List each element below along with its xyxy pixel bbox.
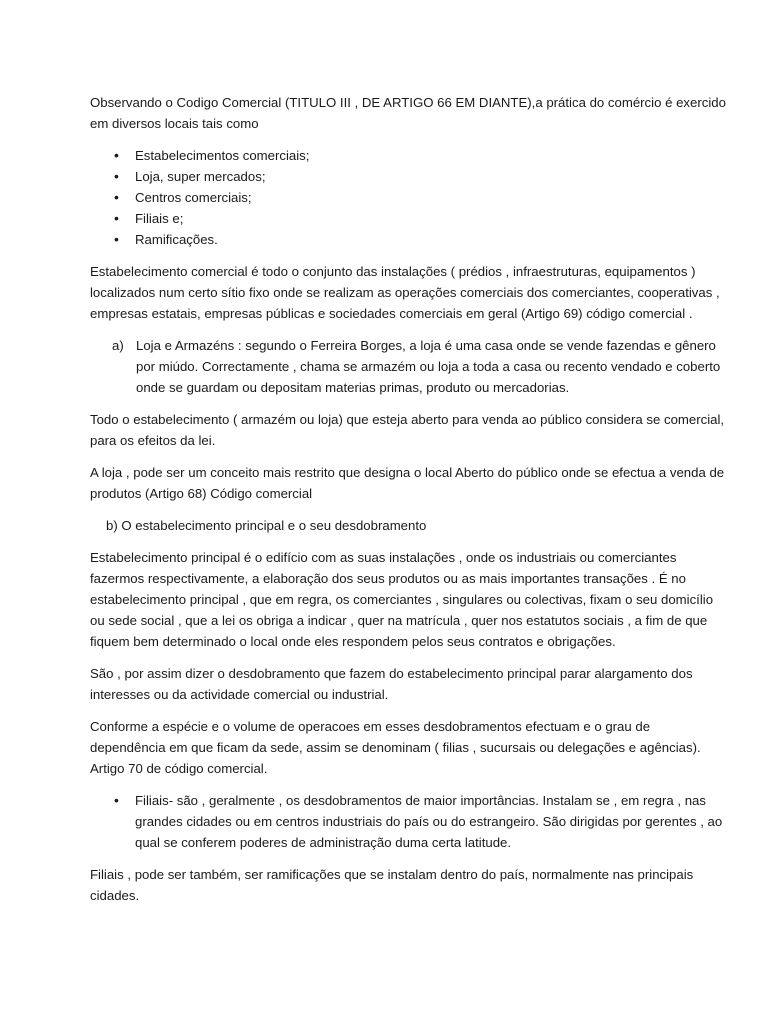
item-a	[90, 335, 728, 398]
item-a-marker: a)	[112, 338, 124, 353]
locais-list	[90, 145, 728, 250]
principal-paragraph: Estabelecimento principal é o edifício com as suas instalações , onde os industriais ou comerciantes fazermos respectivamente, a elaboração dos seus produtos ou as mais importantes transações . É no estabelecimento principal , que em regra, os comerciantes , singulares ou colectivas, fixam o seu domicílio ou sede social , que a lei os obriga a indicar , quer na matrícula , quer nos estatutos sociais , a fim de que fiquem bem determinado o local onde eles respondem pelos seus contratos e obrigações.	[90, 550, 714, 649]
final-paragraph: Filiais , pode ser também, ser ramificações que se instalam dentro do país, normalmente nas principais cidades.	[90, 867, 694, 903]
list-item: • Filiais e;	[90, 208, 728, 229]
list-item: • Filiais- são , geralmente , os desdobramentos de maior importâncias. Instalam se , em regra , nas grandes cidades ou em centros industriais do país ou do estrangeiro. São dirigidas por gerentes , ao qual se conferem poderes de administração duma certa latitude.	[90, 790, 728, 853]
intro-paragraph: Observando o Codigo Comercial (TITULO III , DE ARTIGO 66 EM DIANTE),a prática do comércio é exercido em diversos locais tais como	[90, 95, 726, 131]
list-item: • Ramificações.	[90, 229, 728, 250]
item-a-text: Loja e Armazéns : segundo o Ferreira Borges, a loja é uma casa onde se vende fazendas e gênero por miúdo. Correctamente , chama se armazém ou loja a toda a casa ou recento vendado e coberto onde se guardam ou depositam materias primas, produto ou mercadorias.	[136, 338, 721, 395]
list-item: • Loja, super mercados;	[90, 166, 728, 187]
loja-paragraph: A loja , pode ser um conceito mais restrito que designa o local Aberto do público onde se efectua a venda de produtos (Artigo 68) Código comercial	[90, 465, 725, 501]
definicao-paragraph: Estabelecimento comercial é todo o conjunto das instalações ( prédios , infraestruturas, equipamentos ) localizados num certo sítio fixo onde se realizam as operações comerciais dos comerciantes, cooperativas , empresas estatais, empresas públicas e sociedades comerciais em geral (Artigo 69) código comercial .	[90, 264, 720, 321]
sao-paragraph: São , por assim dizer o desdobramento que fazem do estabelecimento principal parar alargamento dos interesses ou da actividade comercial ou industrial.	[90, 666, 693, 702]
list-item: • Centros comerciais;	[90, 187, 728, 208]
conforme-paragraph: Conforme a espécie e o volume de operacoes em esses desdobramentos efectuam e o grau de dependência em que ficam da sede, assim se denominam ( filias , sucursais ou delegações e agências). Artigo 70 de código comercial.	[90, 719, 701, 776]
item-b-heading: b) O estabelecimento principal e o seu desdobramento	[106, 518, 427, 533]
filiais-list	[90, 790, 728, 853]
todo-paragraph: Todo o estabelecimento ( armazém ou loja) que esteja aberto para venda ao público considera se comercial, para os efeitos da lei.	[90, 412, 725, 448]
list-item: • Estabelecimentos comerciais;	[90, 145, 728, 166]
